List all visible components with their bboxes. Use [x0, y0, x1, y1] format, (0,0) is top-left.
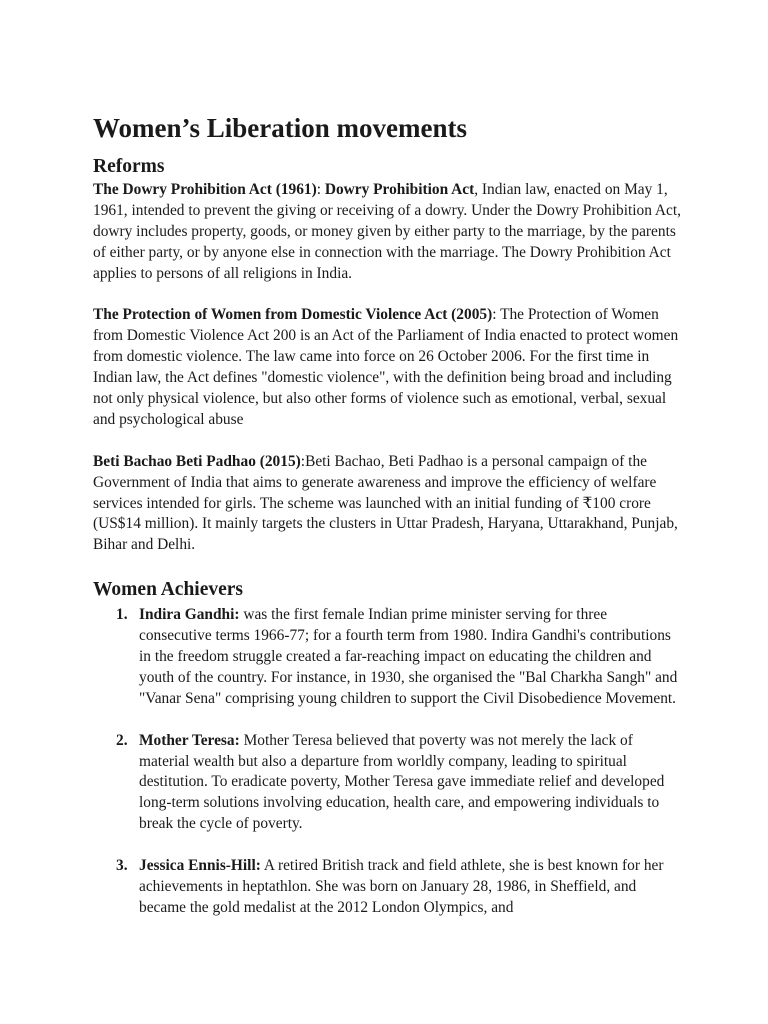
- list-item: [93, 605, 683, 710]
- reform-title: The Dowry Prohibition Act (1961): [93, 181, 317, 198]
- reform-separator: :: [316, 181, 325, 198]
- reform-title: The Protection of Women from Domestic Violence Act (2005): [93, 306, 493, 324]
- reforms-heading: Reforms: [93, 156, 165, 177]
- reform-paragraph-domestic-violence: [93, 305, 683, 430]
- reform-text: Beti Bachao, Beti Padhao is a personal campaign of the Government of India that aims to generate awareness and improve the efficiency of welfare services intended for girls. The scheme was launched with an initial funding of ₹100 crore (US$14 million). It mainly targets the clusters in Uttar Pradesh, Haryana, Uttarakhand, Punjab, Bihar and Delhi.: [93, 452, 678, 554]
- list-item: [93, 731, 683, 836]
- reform-separator: :: [492, 306, 501, 324]
- list-number: 2.: [116, 731, 128, 749]
- achiever-name: Mother Teresa:: [139, 731, 240, 749]
- list-number: 1.: [116, 606, 128, 624]
- reform-paragraph-dowry: [93, 180, 683, 285]
- reform-text: The Protection of Women from Domestic Violence Act 200 is an Act of the Parliament of India enacted to protect women from domestic violence. The law came into force on 26 October 2006. For the first time in Indian law, the Act defines "domestic violence", with the definition being broad and including not only physical violence, but also other forms of violence such as emotional, verbal, sexual and psychological abuse: [93, 306, 679, 428]
- achievers-heading: Women Achievers: [93, 579, 244, 601]
- document-page: [93, 108, 683, 940]
- reform-title: Beti Bachao Beti Padhao (2015): [93, 452, 301, 470]
- achiever-text: was the first female Indian prime minister serving for three consecutive terms 1966-77; for a fourth term from 1980. Indira Gandhi's contributions in the freedom struggle created a far-reaching impact on educating the children and youth of the country. For instance, in 1930, she organised the "Bal Charkha Sangh" and "Vanar Sena" comprising young children to support the Civil Disobedience Movement.: [139, 606, 678, 707]
- reform-paragraph-beti-bachao: [93, 452, 683, 557]
- reform-text: , Indian law, enacted on May 1, 1961, intended to prevent the giving or receiving of a dowry. Under the Dowry Prohibition Act, dowry includes property, goods, or money given by either party to the marriage, by the parents of either party, or by anyone else in connection with the marriage. The Dowry Prohibition Act applies to persons of all religions in India.: [93, 181, 681, 282]
- list-number: 3.: [116, 857, 128, 875]
- achiever-name: Jessica Ennis-Hill:: [139, 857, 261, 875]
- reform-subtitle: Dowry Prohibition Act: [324, 181, 475, 198]
- achievers-list: [93, 605, 683, 919]
- list-item: [93, 856, 683, 919]
- achiever-name: Indira Gandhi:: [139, 606, 240, 624]
- achiever-text: A retired British track and field athlete, she is best known for her achievements in heptathlon. She was born on January 28, 1986, in Sheffield, and became the gold medalist at the 2012 London Olympics, and: [139, 857, 664, 916]
- document-title: Women’s Liberation movements: [93, 113, 467, 143]
- reform-separator: :: [300, 452, 306, 470]
- achiever-text: Mother Teresa believed that poverty was not merely the lack of material wealth but also a departure from worldly company, leading to spiritual destitution. To eradicate poverty, Mother Teresa gave immediate relief and developed long-term solutions involving education, health care, and empowering individuals to break the cycle of poverty.: [139, 731, 665, 833]
